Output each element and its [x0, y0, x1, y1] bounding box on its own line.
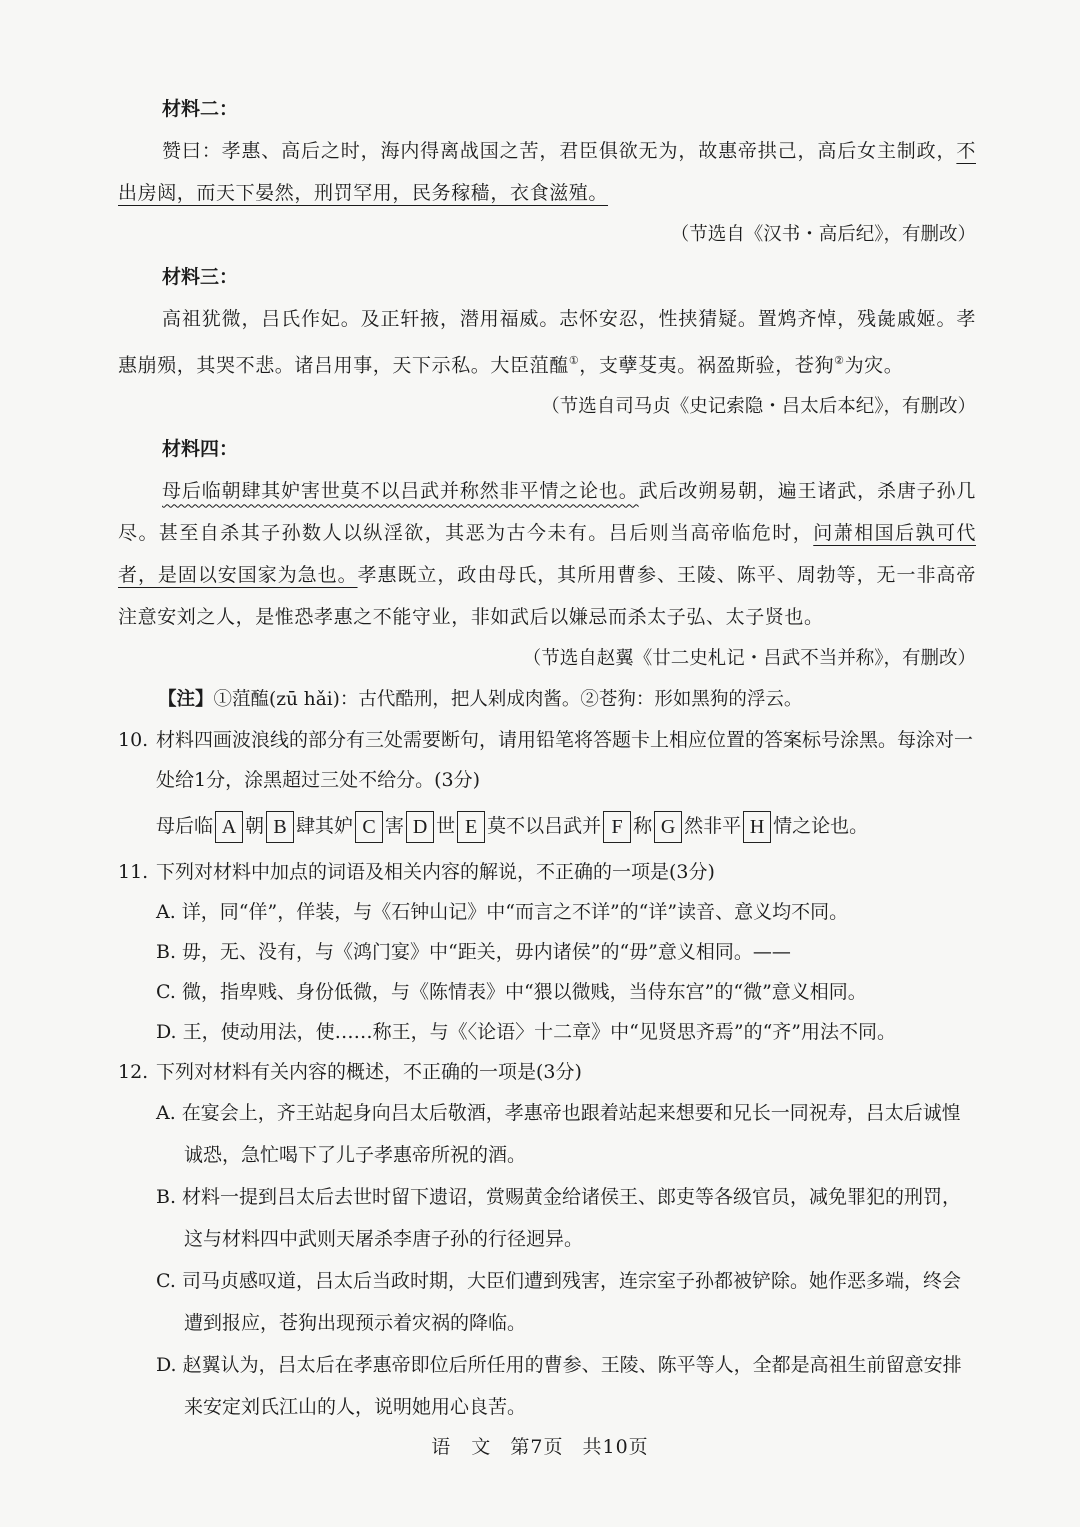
option-b[interactable]: B. 毋，无、没有，与《鸿门宴》中“距关，毋内诸侯”的“毋”意义相同。—— [156, 941, 791, 964]
material-3-source: （节选自司马贞《史记索隐・吕太后本纪》，有删改） [541, 396, 976, 418]
option-c[interactable]: C. 微，指卑贱、身份低微，与《陈情表》中“猥以微贱，当侍东宫”的“微”意义相同。 [156, 981, 867, 1004]
footnote-mark-1: ① [568, 354, 580, 367]
question-10 [118, 720, 976, 800]
material-2-source: （节选自《汉书・高后纪》，有删改） [670, 224, 976, 245]
answer-box[interactable]: A [215, 811, 243, 843]
material-4-text: 母后临朝肆其妒害世莫不以吕武并称然非平情之论也。武后改朔易朝，遍王诸武，杀唐子孙几尽。甚至自杀其子孙数人以纵淫欲，其恶为古今未有。吕后则当高帝临危时，问萧相国后孰可代者，是固以安国家为急也。孝惠既立，政由母氏，其所用曹参、王陵、陈平、周勃等，无一非高帝注意安刘之人，是惟恐孝惠之不能守业，非如武后以嫌忌而杀太子弘、太子贤也。 [118, 480, 976, 629]
material-2-label: 材料二： [162, 98, 239, 120]
material-3-text: 高祖犹微，吕氏作妃。及正轩掖，潜用福威。志怀安忍，性挟猜疑。置鸩齐悼，残彘戚姬。孝惠崩殒，其哭不悲。诸吕用事，天下示私。大臣菹醢①，支孽芟夷。祸盈斯验，苍狗②为灾。 [118, 308, 976, 377]
underlined-sentence: 不出房闼，而天下晏然，刑罚罕用，民务稼穑，衣食滋殖。 [118, 140, 976, 204]
option-b[interactable]: B. 材料一提到吕太后去世时留下遗诏，赏赐黄金给诸侯王、郎吏等各级官员，减免罪犯的刑罚，这与材料四中武则天屠杀李唐子孙的行径迥异。 [156, 1186, 962, 1251]
option-a[interactable]: A. 在宴会上，齐王站起身向吕太后敬酒，孝惠帝也跟着站起来想要和兄长一同祝寿，吕太后诚惶诚恐，急忙喝下了儿子孝惠帝所祝的酒。 [156, 1102, 961, 1167]
answer-box-row: 母后临 A 朝 B 肆其妒 C 害 D 世 E 莫不以吕武并 F 称 G 然非平 H 情之论也。 [156, 804, 976, 848]
option-d[interactable]: D. 赵翼认为，吕太后在孝惠帝即位后所任用的曹参、王陵、陈平等人，全都是高祖生前留意安排来安定刘氏江山的人，说明她用心良苦。 [156, 1354, 962, 1419]
question-stem: 材料四画波浪线的部分有三处需要断句，请用铅笔将答题卡上相应位置的答案标号涂黑。每涂对一处给1分，涂黑超过三处不给分。(3分) [156, 729, 974, 792]
material-4-source: （节选自赵翼《廿二史札记・吕武不当并称》，有删改） [522, 648, 976, 670]
answer-box[interactable]: G [654, 811, 682, 843]
page-footer [0, 1432, 1080, 1459]
footnote: 【注】①菹醢(zū hǎi)：古代酷刑，把人剁成肉酱。②苍狗：形如黑狗的浮云。 [158, 689, 803, 711]
answer-box[interactable]: B [266, 811, 294, 843]
subject-label: 语 文 [431, 1436, 492, 1458]
material-4-label: 材料四： [162, 438, 239, 461]
footnote-mark-2: ② [834, 354, 845, 367]
option-a[interactable]: A. 详，同“佯”，佯装，与《石钟山记》中“而言之不详”的“详”读音、意义均不同。 [156, 901, 849, 924]
question-number: 10. [118, 729, 149, 752]
wavy-underlined-sentence: 母后临朝肆其妒害世莫不以吕武并称然非平情之论也。 [162, 480, 639, 503]
page-number: 第7页 [510, 1436, 564, 1458]
answer-box[interactable]: E [457, 811, 485, 843]
question-number: 12. [118, 1061, 149, 1084]
answer-box[interactable]: C [355, 811, 383, 843]
answer-box[interactable]: D [406, 811, 434, 843]
page-total: 共10页 [582, 1436, 649, 1458]
question-12 [118, 1052, 976, 1092]
question-11 [118, 852, 976, 892]
material-2-text: 赞曰：孝惠、高后之时，海内得离战国之苦，君臣俱欲无为，故惠帝拱己，高后女主制政，不出房闼，而天下晏然，刑罚罕用，民务稼穑，衣食滋殖。 [118, 140, 976, 204]
option-c[interactable]: C. 司马贞感叹道，吕太后当政时期，大臣们遭到残害，连宗室子孙都被铲除。她作恶多端，终会遭到报应，苍狗出现预示着灾祸的降临。 [156, 1270, 961, 1335]
question-stem: 下列对材料有关内容的概述，不正确的一项是(3分) [156, 1061, 582, 1084]
option-d[interactable]: D. 王，使动用法，使……称王，与《〈论语〉十二章》中“见贤思齐焉”的“齐”用法不同。 [156, 1021, 896, 1044]
answer-box[interactable]: F [603, 811, 631, 843]
question-number: 11. [118, 861, 149, 884]
answer-box[interactable]: H [743, 811, 771, 843]
underlined-sentence: 问萧相国后孰可代者，是固以安国家为急也。 [118, 522, 976, 587]
material-3-label: 材料三： [162, 266, 239, 288]
question-stem: 下列对材料中加点的词语及相关内容的解说，不正确的一项是(3分) [156, 861, 715, 884]
